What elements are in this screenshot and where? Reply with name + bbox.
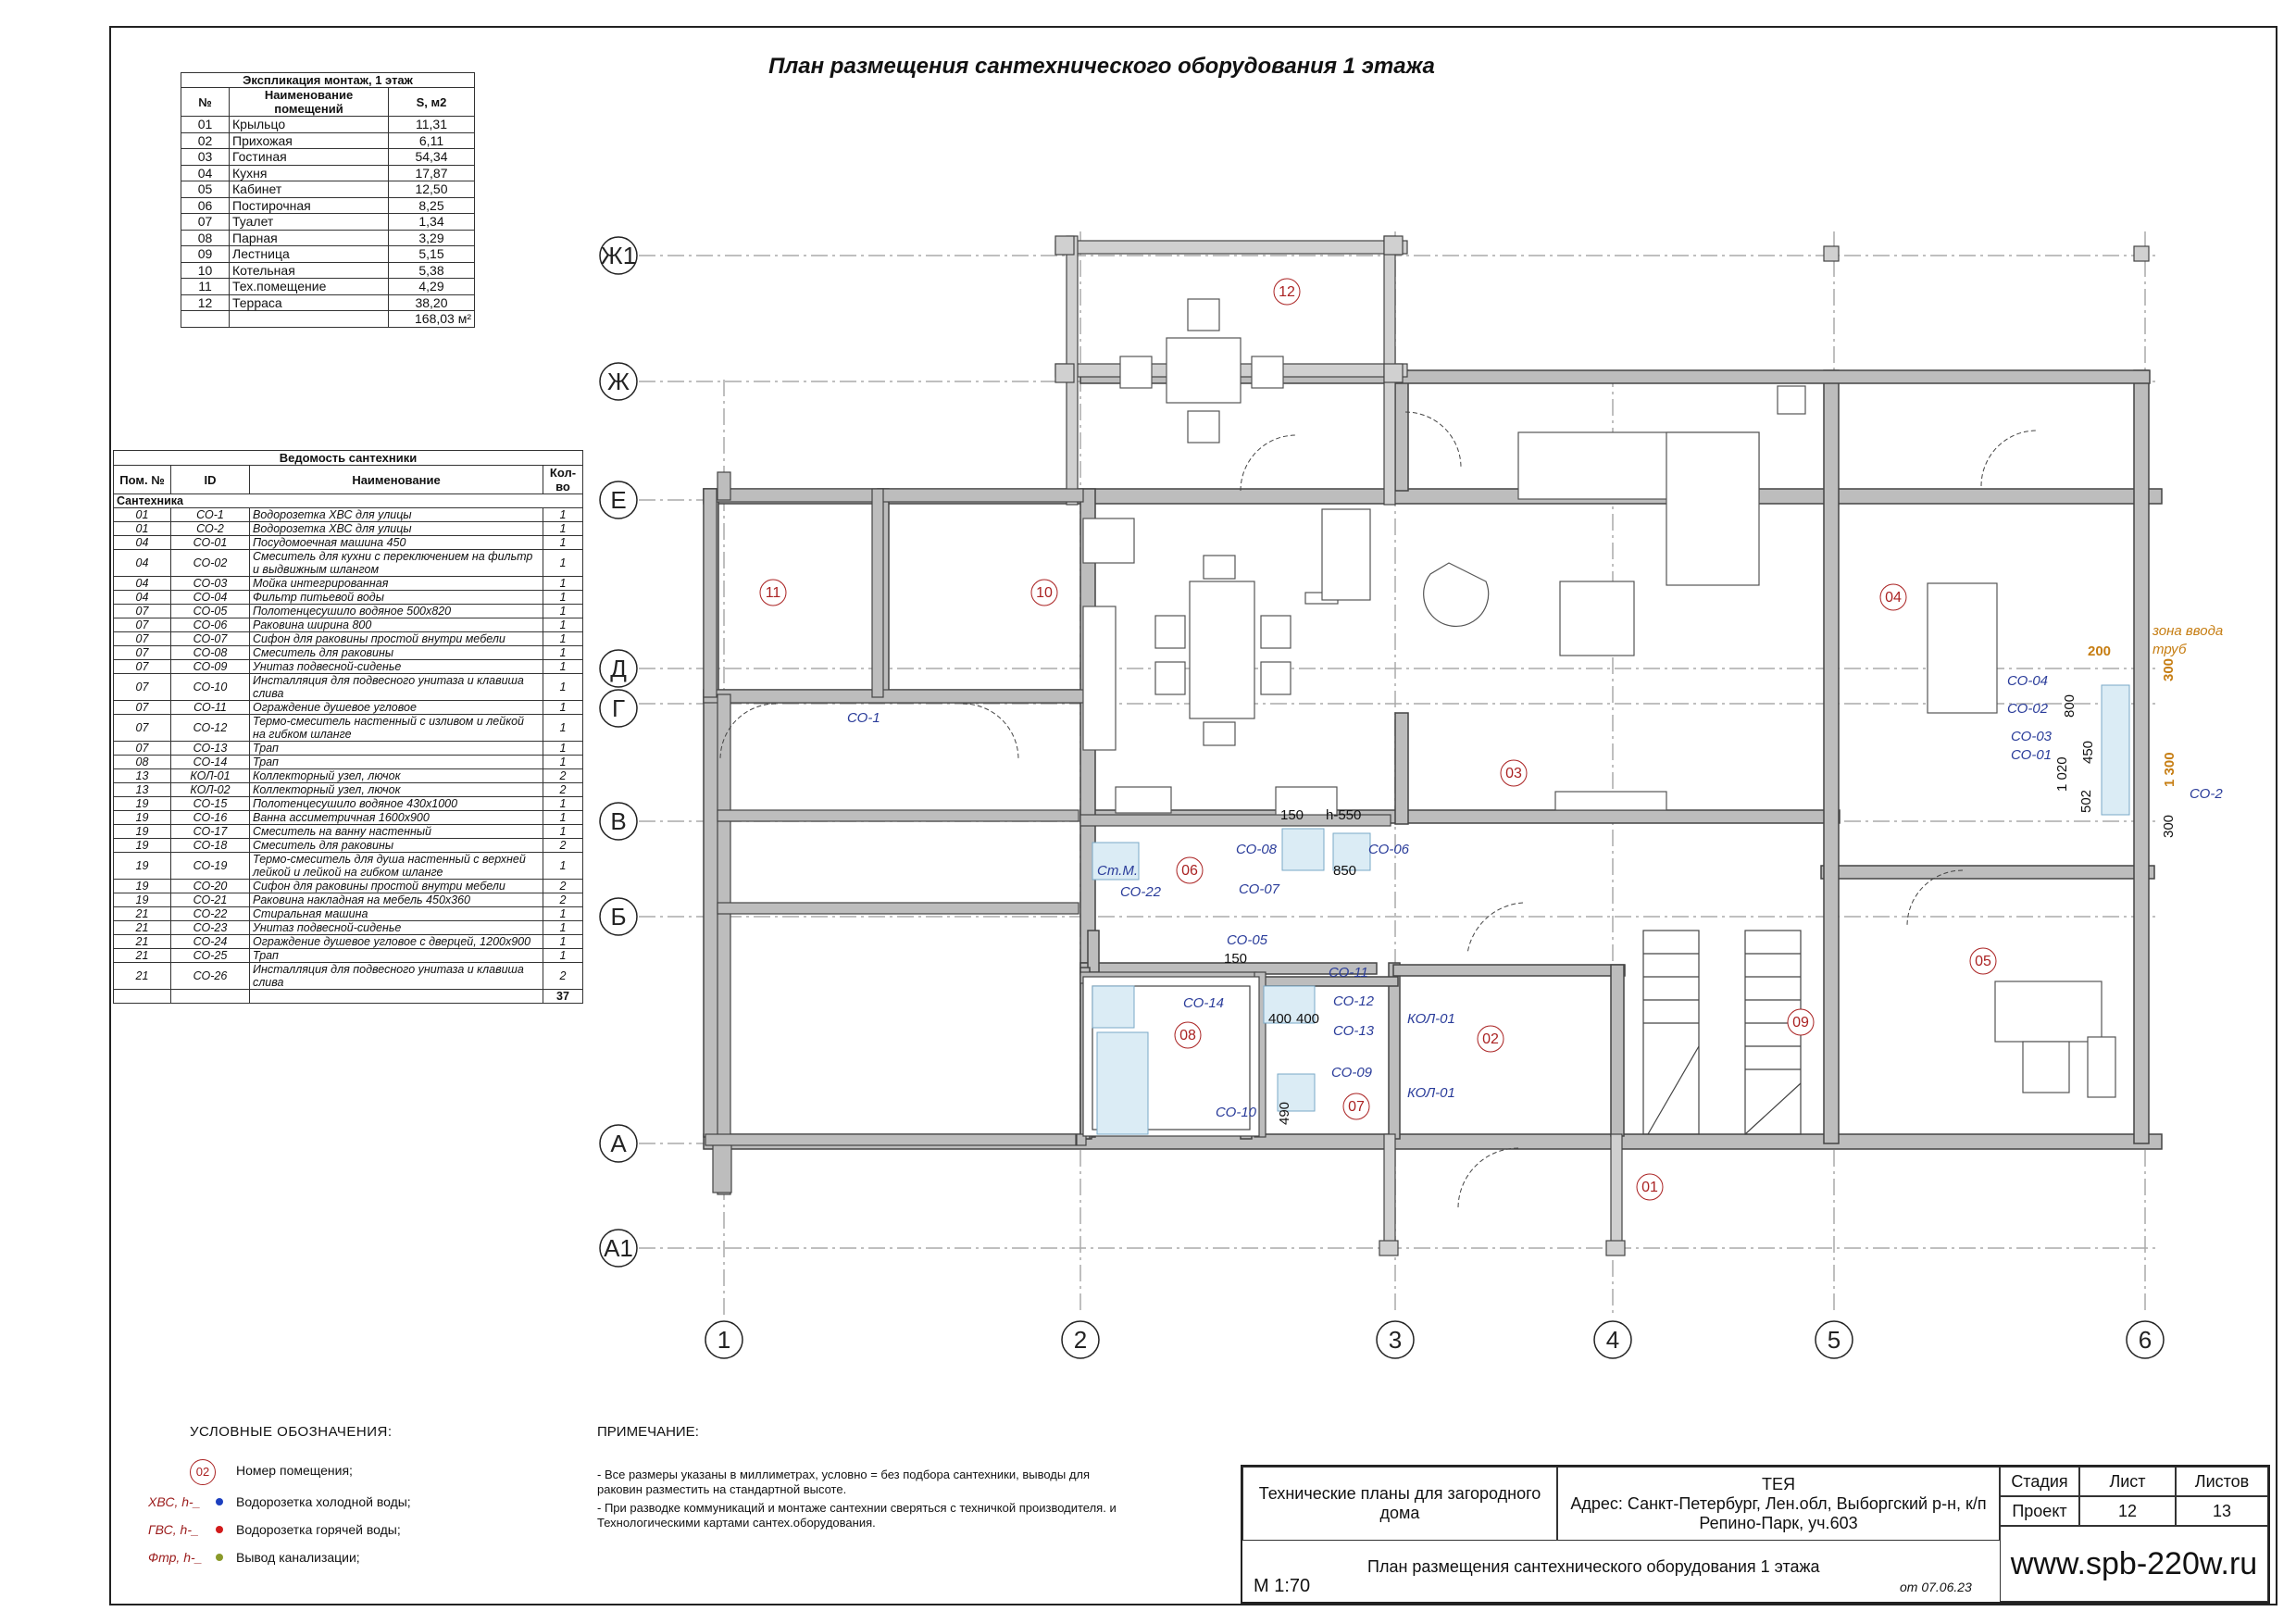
table-cell: 03 bbox=[181, 149, 230, 166]
table-cell: Прихожая bbox=[230, 132, 389, 149]
outbuilding-walls bbox=[704, 472, 1086, 1194]
table-cell: КОЛ-01 bbox=[171, 769, 250, 783]
note-paragraph: - Все размеры указаны в миллиметрах, условно = без подбора сантехники, выводы для раковин разместить на стандартной высоте. bbox=[597, 1468, 1091, 1496]
table-cell: 19 bbox=[114, 825, 171, 839]
table-cell: 07 bbox=[114, 715, 171, 742]
axis-label: В bbox=[610, 807, 627, 835]
room-number: 07 bbox=[1348, 1099, 1365, 1115]
table-cell: 19 bbox=[114, 839, 171, 853]
room-number: 10 bbox=[1036, 585, 1053, 601]
table-cell: СО-01 bbox=[171, 536, 250, 550]
equipment-label: СО-01 bbox=[2011, 747, 2053, 763]
walls bbox=[704, 370, 2162, 1149]
equipment-label: СО-22 bbox=[1120, 884, 1162, 900]
axis-marker-h bbox=[600, 690, 637, 727]
axis-marker-h bbox=[600, 237, 637, 274]
website: www.spb-220w.ru bbox=[2000, 1526, 2268, 1602]
table-cell: СО-13 bbox=[171, 742, 250, 756]
table-cell: 12 bbox=[181, 294, 230, 311]
table-cell: Коллекторный узел, лючок bbox=[250, 783, 543, 797]
table-cell: 12,50 bbox=[389, 181, 475, 198]
axis-marker-v bbox=[1377, 1321, 1414, 1358]
stage-header: Стадия bbox=[2000, 1467, 2079, 1496]
table-cell: 21 bbox=[114, 963, 171, 990]
table-cell: Смеситель на ванну настенный bbox=[250, 825, 543, 839]
sheet-value: 12 bbox=[2079, 1496, 2176, 1526]
table-cell: 07 bbox=[114, 605, 171, 618]
table-cell: Кухня bbox=[230, 165, 389, 181]
axis-label: Д bbox=[610, 655, 627, 682]
table-cell: 21 bbox=[114, 935, 171, 949]
equipment-label: СО-06 bbox=[1368, 842, 1410, 857]
table-cell: 1 bbox=[543, 508, 583, 522]
table-cell: 19 bbox=[114, 880, 171, 893]
table-cell: 17,87 bbox=[389, 165, 475, 181]
equipment-label: СО-12 bbox=[1333, 993, 1375, 1009]
axis-marker-h bbox=[600, 898, 637, 935]
table-cell: СО-21 bbox=[171, 893, 250, 907]
dimension: 150 bbox=[1224, 951, 1248, 967]
axis-label: 2 bbox=[1073, 1326, 1088, 1354]
table-cell: СО-1 bbox=[171, 508, 250, 522]
room-number: 12 bbox=[1279, 284, 1295, 300]
table-cell: 08 bbox=[114, 756, 171, 769]
table-cell: Гостиная bbox=[230, 149, 389, 166]
table-cell: 05 bbox=[181, 181, 230, 198]
table-cell: Водорозетка ХВС для улицы bbox=[250, 522, 543, 536]
dimension: 1 300 bbox=[2162, 752, 2177, 787]
table-cell: 11,31 bbox=[389, 117, 475, 133]
table-cell: Терраса bbox=[230, 294, 389, 311]
equipment-label: СО-05 bbox=[1227, 932, 1268, 948]
table-cell: 19 bbox=[114, 853, 171, 880]
axis-label: 4 bbox=[1605, 1326, 1620, 1354]
table-cell: Трап bbox=[250, 756, 543, 769]
table-cell: Коллекторный узел, лючок bbox=[250, 769, 543, 783]
sheets-header: Листов bbox=[2176, 1467, 2268, 1496]
table-cell: 2 bbox=[543, 769, 583, 783]
legend-desc: Вывод канализации; bbox=[236, 1550, 360, 1565]
table-cell: 1 bbox=[543, 907, 583, 921]
legend bbox=[148, 1424, 411, 1565]
dimension: 850 bbox=[1333, 863, 1357, 879]
table-cell: 1 bbox=[543, 701, 583, 715]
table-cell: СО-07 bbox=[171, 632, 250, 646]
table-cell: Полотенцесушило водяное 500х820 bbox=[250, 605, 543, 618]
table-cell: 01 bbox=[114, 508, 171, 522]
table-cell: СО-12 bbox=[171, 715, 250, 742]
table-cell: 1 bbox=[543, 756, 583, 769]
table-cell: СО-24 bbox=[171, 935, 250, 949]
table-cell: 13 bbox=[114, 783, 171, 797]
table-cell: Котельная bbox=[230, 262, 389, 279]
table-cell: Фильтр питьевой воды bbox=[250, 591, 543, 605]
table-cell: 07 bbox=[114, 618, 171, 632]
axis-label: 6 bbox=[2138, 1326, 2152, 1354]
table-cell: Смеситель для раковины bbox=[250, 646, 543, 660]
table-cell: 1 bbox=[543, 605, 583, 618]
table-cell: Полотенцесушило водяное 430х1000 bbox=[250, 797, 543, 811]
axis-marker-v bbox=[2127, 1321, 2164, 1358]
axis-marker-v bbox=[1062, 1321, 1099, 1358]
table-cell: Раковина накладная на мебель 450х360 bbox=[250, 893, 543, 907]
table-cell: СО-22 bbox=[171, 907, 250, 921]
plumbing-total: 37 bbox=[543, 990, 583, 1004]
table-cell: 21 bbox=[114, 907, 171, 921]
title-block bbox=[1241, 1465, 2270, 1604]
table-cell: 07 bbox=[114, 660, 171, 674]
table-cell: Инсталляция для подвесного унитаза и клавиша слива bbox=[250, 963, 543, 990]
table-cell: Туалет bbox=[230, 214, 389, 231]
axis-label: А bbox=[610, 1130, 627, 1157]
section-label: Сантехника bbox=[114, 494, 583, 508]
table-cell: 1 bbox=[543, 921, 583, 935]
legend-desc: Номер помещения; bbox=[236, 1463, 353, 1478]
legend-desc: Водорозетка холодной воды; bbox=[236, 1494, 411, 1509]
room-number: 08 bbox=[1179, 1028, 1196, 1043]
legend-symbol: ГВС, h-_ bbox=[148, 1522, 199, 1537]
table-cell: Ограждение душевое угловое bbox=[250, 701, 543, 715]
table-cell: 38,20 bbox=[389, 294, 475, 311]
table-cell: Унитаз подвесной-сиденье bbox=[250, 660, 543, 674]
axis-marker-v bbox=[705, 1321, 742, 1358]
table-cell: Тех.помещение bbox=[230, 279, 389, 295]
equipment-label: Ст.М. bbox=[1097, 863, 1138, 879]
table-cell: СО-26 bbox=[171, 963, 250, 990]
axis-label: А1 bbox=[604, 1234, 633, 1262]
col-header: S, м2 bbox=[389, 88, 475, 117]
table-cell: СО-08 bbox=[171, 646, 250, 660]
col-header: Пом. № bbox=[114, 466, 171, 494]
table-cell: 08 bbox=[181, 230, 230, 246]
dimension: 400 bbox=[1268, 1011, 1292, 1027]
table-cell: 04 bbox=[114, 591, 171, 605]
table-cell: Смеситель для кухни с переключением на фильтр и выдвижным шлангом bbox=[250, 550, 543, 577]
legend-title: УСЛОВНЫЕ ОБОЗНАЧЕНИЯ: bbox=[190, 1424, 393, 1440]
dimension: 490 bbox=[1277, 1101, 1292, 1125]
table-cell: 21 bbox=[114, 921, 171, 935]
address: Адрес: Санкт-Петербург, Лен.обл, Выборгский р-н, к/п Репино-Парк, уч.603 bbox=[1570, 1493, 1987, 1532]
room-number-icon: 02 bbox=[190, 1459, 216, 1485]
inlet-note: труб bbox=[2152, 642, 2187, 657]
table-cell: Постирочная bbox=[230, 197, 389, 214]
dimension: 800 bbox=[2062, 693, 2078, 718]
legend-symbol: ХВС, h-_ bbox=[148, 1494, 201, 1509]
table-cell: 2 bbox=[543, 839, 583, 853]
axis-label: Е bbox=[610, 486, 627, 514]
table-cell: СО-19 bbox=[171, 853, 250, 880]
table-cell: 3,29 bbox=[389, 230, 475, 246]
table-cell: 19 bbox=[114, 893, 171, 907]
table-cell: 07 bbox=[181, 214, 230, 231]
axis-label: 3 bbox=[1388, 1326, 1403, 1354]
table-cell: 07 bbox=[114, 701, 171, 715]
sheet-title-block bbox=[1242, 1541, 2000, 1602]
room-number: 04 bbox=[1885, 590, 1902, 606]
drain-dot-icon bbox=[216, 1554, 223, 1561]
table-cell: 1 bbox=[543, 825, 583, 839]
table-cell: СО-25 bbox=[171, 949, 250, 963]
client-name: ТЕЯ bbox=[1762, 1474, 1795, 1493]
axis-marker-h bbox=[600, 1230, 637, 1267]
table-cell: СО-10 bbox=[171, 674, 250, 701]
table-cell: 1 bbox=[543, 715, 583, 742]
table-cell: СО-17 bbox=[171, 825, 250, 839]
equipment-label: СО-1 bbox=[847, 710, 880, 726]
table-cell: 2 bbox=[543, 880, 583, 893]
table-cell: 04 bbox=[181, 165, 230, 181]
room-number: 06 bbox=[1181, 863, 1198, 879]
table-cell: 1 bbox=[543, 550, 583, 577]
axis-marker-h bbox=[600, 481, 637, 518]
axis-marker-h bbox=[600, 803, 637, 840]
sheet-header: Лист bbox=[2079, 1467, 2176, 1496]
axis-marker-v bbox=[1816, 1321, 1853, 1358]
table-cell: 1 bbox=[543, 811, 583, 825]
equipment-label: СО-13 bbox=[1333, 1023, 1375, 1039]
col-header: ID bbox=[171, 466, 250, 494]
sheet-title: План размещения сантехнического оборудования 1 этажа bbox=[1367, 1557, 1820, 1576]
table-cell: СО-20 bbox=[171, 880, 250, 893]
legend-desc: Водорозетка горячей воды; bbox=[236, 1522, 401, 1537]
table-cell: Унитаз подвесной-сиденье bbox=[250, 921, 543, 935]
equipment-label: СО-10 bbox=[1216, 1105, 1257, 1120]
equipment-label: СО-09 bbox=[1331, 1065, 1373, 1081]
dimension: 1 020 bbox=[2054, 756, 2070, 792]
equipment-labels bbox=[847, 673, 2223, 1120]
col-header: Наименование помещений bbox=[230, 88, 389, 117]
doc-type: Технические планы для загородного дома bbox=[1242, 1467, 1557, 1541]
room-markers bbox=[760, 279, 1996, 1200]
equipment-label: СО-04 bbox=[2007, 673, 2049, 689]
table-cell: 1 bbox=[543, 646, 583, 660]
scale: М 1:70 bbox=[1254, 1576, 1311, 1596]
room-number: 03 bbox=[1505, 766, 1522, 781]
table-cell: 1 bbox=[543, 660, 583, 674]
table-cell: СО-14 bbox=[171, 756, 250, 769]
equipment-label: КОЛ-01 bbox=[1407, 1011, 1455, 1027]
equipment-label: СО-07 bbox=[1239, 881, 1280, 897]
axis-label: Ж1 bbox=[600, 242, 637, 269]
table-cell: 6,11 bbox=[389, 132, 475, 149]
explication-caption: Экспликация монтаж, 1 этаж bbox=[181, 73, 475, 88]
axis-marker-h bbox=[600, 650, 637, 687]
note-paragraph: - При разводке коммуникаций и монтаже сантехнии сверяться с техничкой производителя. и Технологическими картами сантех.оборудования. bbox=[597, 1501, 1117, 1530]
table-cell: 1 bbox=[543, 949, 583, 963]
col-header: № bbox=[181, 88, 230, 117]
table-cell: Посудомоечная машина 450 bbox=[250, 536, 543, 550]
plumbing-caption: Ведомость сантехники bbox=[114, 451, 583, 466]
table-cell: 11 bbox=[181, 279, 230, 295]
table-cell: 13 bbox=[114, 769, 171, 783]
hot-water-dot-icon bbox=[216, 1526, 223, 1533]
table-cell: 1 bbox=[543, 618, 583, 632]
drawing-title: План размещения сантехнического оборудования 1 этажа bbox=[768, 54, 1435, 79]
table-cell: Смеситель для раковины bbox=[250, 839, 543, 853]
room-number: 02 bbox=[1482, 1031, 1499, 1047]
table-cell: 1 bbox=[543, 742, 583, 756]
equipment-label: СО-03 bbox=[2011, 729, 2053, 744]
equipment-label: СО-11 bbox=[1329, 965, 1368, 981]
table-cell: 1 bbox=[543, 632, 583, 646]
table-cell: Термо-смеситель настенный с изливом и лейкой на гибком шланге bbox=[250, 715, 543, 742]
table-cell: СО-09 bbox=[171, 660, 250, 674]
inlet-note: зона ввода bbox=[2152, 623, 2224, 639]
axis-label: Ж bbox=[606, 368, 630, 395]
table-cell: 1 bbox=[543, 536, 583, 550]
legend-symbol: Фтр, h-_ bbox=[148, 1550, 203, 1565]
table-cell: КОЛ-02 bbox=[171, 783, 250, 797]
axis-marker-v bbox=[1594, 1321, 1631, 1358]
table-cell: 09 bbox=[181, 246, 230, 263]
axis-marker-h bbox=[600, 1125, 637, 1162]
equipment-label: СО-08 bbox=[1236, 842, 1278, 857]
table-cell: СО-23 bbox=[171, 921, 250, 935]
table-cell: СО-02 bbox=[171, 550, 250, 577]
equipment-label: КОЛ-01 bbox=[1407, 1085, 1455, 1101]
axis-label: 1 bbox=[717, 1326, 731, 1354]
table-cell: 4,29 bbox=[389, 279, 475, 295]
table-cell: 07 bbox=[114, 742, 171, 756]
dimension: 150 bbox=[1280, 807, 1304, 823]
table-cell: Мойка интегрированная bbox=[250, 577, 543, 591]
table-cell: СО-11 bbox=[171, 701, 250, 715]
stairs bbox=[1643, 931, 1801, 1134]
dimension: 300 bbox=[2161, 657, 2177, 681]
table-cell: 2 bbox=[543, 963, 583, 990]
equipment-label: СО-02 bbox=[2007, 701, 2049, 717]
table-cell: Инсталляция для подвесного унитаза и клавиша слива bbox=[250, 674, 543, 701]
sheets-value: 13 bbox=[2176, 1496, 2268, 1526]
table-cell: 1 bbox=[543, 522, 583, 536]
table-cell: 1 bbox=[543, 674, 583, 701]
axis-label: Г bbox=[611, 694, 626, 722]
table-cell: 19 bbox=[114, 797, 171, 811]
table-cell: Сифон для раковины простой внутри мебели bbox=[250, 632, 543, 646]
table-cell: СО-06 bbox=[171, 618, 250, 632]
table-cell: Ограждение душевое угловое с дверцей, 1200х900 bbox=[250, 935, 543, 949]
table-cell: 1 bbox=[543, 853, 583, 880]
table-cell: Кабинет bbox=[230, 181, 389, 198]
client-address bbox=[1557, 1467, 2000, 1541]
table-cell: 19 bbox=[114, 811, 171, 825]
table-cell: 54,34 bbox=[389, 149, 475, 166]
table-cell: 5,15 bbox=[389, 246, 475, 263]
equipment-label: СО-2 bbox=[2190, 786, 2223, 802]
table-cell: Лестница bbox=[230, 246, 389, 263]
table-cell: 2 bbox=[543, 783, 583, 797]
table-cell: 07 bbox=[114, 632, 171, 646]
room-number: 09 bbox=[1792, 1015, 1809, 1031]
table-cell: 02 bbox=[181, 132, 230, 149]
table-cell: СО-03 bbox=[171, 577, 250, 591]
notes bbox=[597, 1424, 1134, 1534]
table-cell: СО-04 bbox=[171, 591, 250, 605]
table-cell: 2 bbox=[543, 893, 583, 907]
dimension: h-550 bbox=[1326, 807, 1362, 823]
table-cell: Термо-смеситель для душа настенный с верхней лейкой и лейкой на гибком шланге bbox=[250, 853, 543, 880]
stage-value: Проект bbox=[2000, 1496, 2079, 1526]
table-cell: СО-15 bbox=[171, 797, 250, 811]
table-cell: 1 bbox=[543, 591, 583, 605]
table-cell: 04 bbox=[114, 550, 171, 577]
table-cell: Стиральная машина bbox=[250, 907, 543, 921]
notes-title: ПРИМЕЧАНИЕ: bbox=[597, 1424, 699, 1440]
room-number: 05 bbox=[1975, 954, 1991, 969]
table-cell: Трап bbox=[250, 949, 543, 963]
table-cell: 04 bbox=[114, 577, 171, 591]
table-cell: 21 bbox=[114, 949, 171, 963]
table-cell: Ванна ассиметричная 1600х900 bbox=[250, 811, 543, 825]
date: от 07.06.23 bbox=[1900, 1580, 1972, 1594]
table-cell: 1,34 bbox=[389, 214, 475, 231]
table-cell: СО-05 bbox=[171, 605, 250, 618]
equipment-label: СО-14 bbox=[1183, 995, 1225, 1011]
table-cell: Раковина ширина 800 bbox=[250, 618, 543, 632]
table-cell: 8,25 bbox=[389, 197, 475, 214]
dimension: 502 bbox=[2078, 789, 2094, 813]
room-number: 11 bbox=[765, 585, 781, 601]
dimension: 400 bbox=[1296, 1011, 1320, 1027]
axis-markers bbox=[600, 237, 2164, 1358]
room-number: 01 bbox=[1641, 1180, 1658, 1195]
table-cell: 04 bbox=[114, 536, 171, 550]
table-cell: СО-16 bbox=[171, 811, 250, 825]
table-cell: Трап bbox=[250, 742, 543, 756]
table-cell: 01 bbox=[114, 522, 171, 536]
table-cell: 1 bbox=[543, 935, 583, 949]
table-cell: Водорозетка ХВС для улицы bbox=[250, 508, 543, 522]
axis-marker-h bbox=[600, 363, 637, 400]
table-cell: 1 bbox=[543, 797, 583, 811]
dimension: 450 bbox=[2080, 740, 2096, 764]
table-cell: 07 bbox=[114, 674, 171, 701]
axis-label: Б bbox=[610, 903, 627, 931]
table-cell: СО-2 bbox=[171, 522, 250, 536]
table-cell: Сифон для раковины простой внутри мебели bbox=[250, 880, 543, 893]
dimension: 200 bbox=[2088, 643, 2112, 659]
col-header: Наименование bbox=[250, 466, 543, 494]
table-cell: Крыльцо bbox=[230, 117, 389, 133]
legend-room bbox=[190, 1459, 353, 1485]
table-cell: 5,38 bbox=[389, 262, 475, 279]
explication-total: 168,03 м² bbox=[389, 311, 475, 328]
table-cell: 07 bbox=[114, 646, 171, 660]
col-header: Кол-во bbox=[543, 466, 583, 494]
table-cell: СО-18 bbox=[171, 839, 250, 853]
cold-water-dot-icon bbox=[216, 1498, 223, 1505]
table-cell: 06 bbox=[181, 197, 230, 214]
dimension: 300 bbox=[2161, 814, 2177, 838]
table-cell: 10 bbox=[181, 262, 230, 279]
table-cell: Парная bbox=[230, 230, 389, 246]
table-cell: 1 bbox=[543, 577, 583, 591]
table-cell: 01 bbox=[181, 117, 230, 133]
axis-label: 5 bbox=[1827, 1326, 1841, 1354]
